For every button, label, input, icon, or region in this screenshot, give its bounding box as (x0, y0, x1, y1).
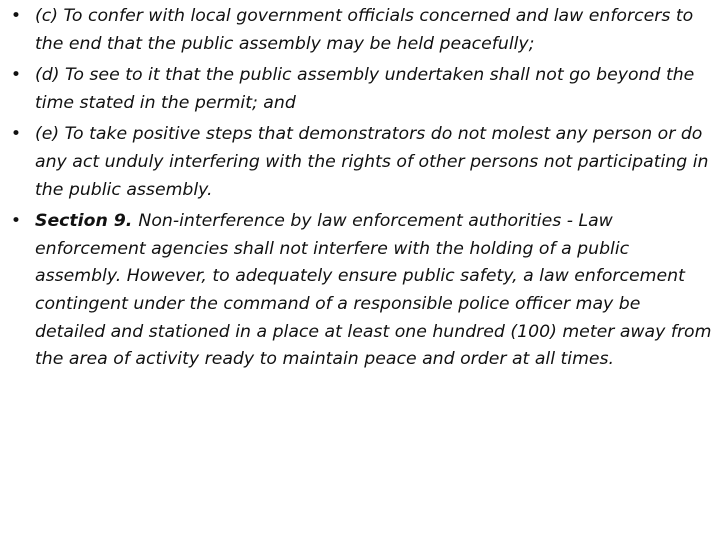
bullet-icon: • (10, 211, 22, 232)
bullet-icon: • (10, 124, 22, 145)
bullet-text-c: (c) To confer with local government officials concerned and law enforcers to the end that the public assembly may be held peacefully; (35, 6, 694, 54)
bullet-list (8, 3, 714, 378)
bullet-text-d: (d) To see to it that the public assembly undertaken shall not go beyond the time stated in the permit; and (35, 65, 695, 113)
bullet-item-e (8, 121, 714, 204)
section-9-label: Section 9. (35, 211, 139, 232)
bullet-item-section-9 (8, 208, 714, 374)
section-9-text: Non-interference by law enforcement authorities - Law enforcement agencies shall not interfere with the holding of a public assembly. However, to adequately ensure public safety, a law enforcement contingent under the command of a responsible police officer may be detailed and stationed in a place at least one hundred (100) meter away from the area of activity ready to maintain peace and order at all times. (35, 211, 712, 370)
bullet-text-e: (e) To take positive steps that demonstrators do not molest any person or do any act unduly interfering with the rights of other persons not participating in the public assembly. (35, 124, 709, 200)
bullet-item-c (8, 3, 714, 58)
bullet-icon: • (10, 6, 22, 26)
bullet-item-d (8, 62, 714, 117)
bullet-icon: • (10, 65, 22, 86)
